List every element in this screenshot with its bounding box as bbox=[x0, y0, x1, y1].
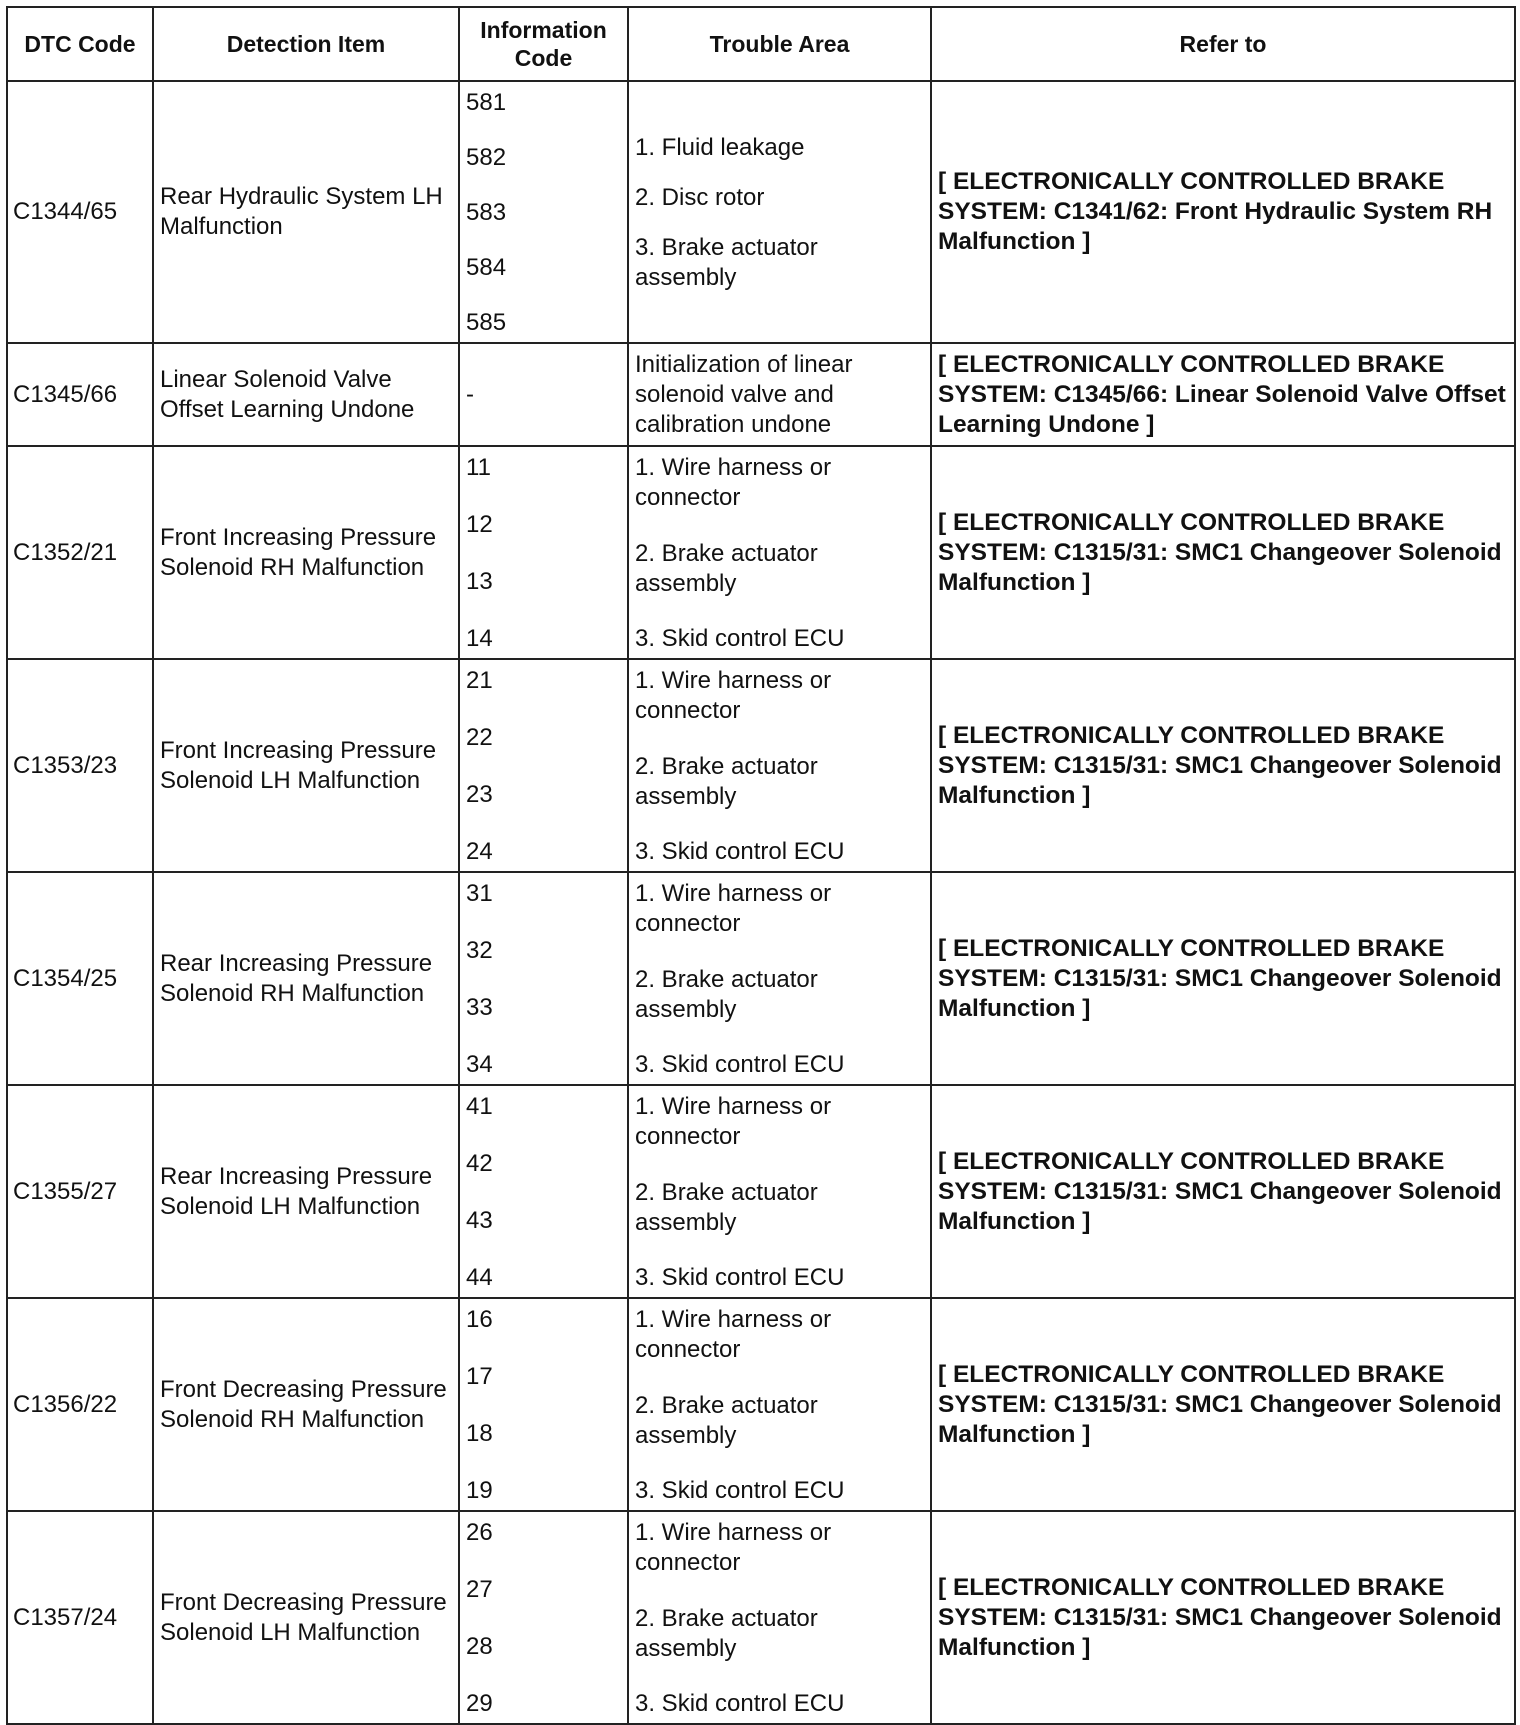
trouble-area-item: 3. Skid control ECU bbox=[635, 1264, 845, 1291]
detection-item: Rear Increasing Pressure Solenoid RH Malfunction bbox=[160, 949, 433, 1007]
refer-to-link[interactable]: [ ELECTRONICALLY CONTROLLED BRAKE SYSTEM: C1315/31: SMC1 Changeover Solenoid Malfunction ] bbox=[938, 1147, 1502, 1235]
trouble-area-item: 1. Wire harness or connector bbox=[635, 1093, 832, 1150]
information-code: 28 bbox=[466, 1633, 493, 1660]
trouble-area-item: 3. Skid control ECU bbox=[635, 1690, 845, 1717]
trouble-area-cell bbox=[628, 1298, 931, 1511]
dtc-code: C1355/27 bbox=[13, 1177, 118, 1205]
trouble-area-item: 1. Fluid leakage bbox=[635, 134, 805, 161]
detection-item-cell bbox=[153, 659, 459, 872]
information-code: 23 bbox=[466, 781, 493, 808]
table-row bbox=[7, 81, 1515, 343]
information-code: 44 bbox=[466, 1264, 493, 1291]
refer-to-cell bbox=[931, 1511, 1515, 1724]
detection-item: Linear Solenoid Valve Offset Learning Undone bbox=[160, 365, 415, 423]
information-code-cell bbox=[459, 446, 628, 659]
table-row bbox=[7, 872, 1515, 1085]
trouble-area-item: 1. Wire harness or connector bbox=[635, 1306, 832, 1363]
table-body bbox=[7, 81, 1515, 1724]
trouble-area-item: Initialization of linear solenoid valve and calibration undone bbox=[635, 350, 853, 438]
information-code: 581 bbox=[466, 89, 507, 116]
dtc-code-cell bbox=[7, 1511, 153, 1724]
dtc-code-cell bbox=[7, 1085, 153, 1298]
trouble-area-item: 3. Skid control ECU bbox=[635, 625, 845, 652]
detection-item-cell bbox=[153, 1298, 459, 1511]
header-trouble-area: Trouble Area bbox=[628, 7, 931, 81]
information-code: 13 bbox=[466, 568, 493, 595]
information-code-cell bbox=[459, 1298, 628, 1511]
trouble-area-cell bbox=[628, 1085, 931, 1298]
dtc-code-cell bbox=[7, 81, 153, 343]
dtc-code: C1345/66 bbox=[13, 380, 118, 408]
table-row bbox=[7, 1298, 1515, 1511]
dtc-code-cell bbox=[7, 872, 153, 1085]
information-code: 33 bbox=[466, 994, 493, 1021]
information-code: 31 bbox=[466, 880, 493, 907]
header-refer-to: Refer to bbox=[931, 7, 1515, 81]
detection-item: Front Decreasing Pressure Solenoid LH Malfunction bbox=[160, 1588, 447, 1646]
trouble-area-item: 2. Brake actuator assembly bbox=[635, 1604, 818, 1662]
trouble-area-item: 1. Wire harness or connector bbox=[635, 1519, 832, 1576]
refer-to-link[interactable]: [ ELECTRONICALLY CONTROLLED BRAKE SYSTEM: C1341/62: Front Hydraulic System RH Malfunction ] bbox=[938, 168, 1493, 255]
information-code-cell bbox=[459, 81, 628, 343]
refer-to-link[interactable]: [ ELECTRONICALLY CONTROLLED BRAKE SYSTEM: C1315/31: SMC1 Changeover Solenoid Malfunction ] bbox=[938, 1573, 1502, 1661]
information-code: 29 bbox=[466, 1690, 493, 1717]
information-code: 43 bbox=[466, 1207, 493, 1234]
trouble-area-item: 2. Disc rotor bbox=[635, 184, 765, 211]
trouble-area-list bbox=[629, 873, 930, 1084]
dtc-code: C1344/65 bbox=[13, 198, 118, 225]
trouble-area-list bbox=[629, 447, 930, 658]
trouble-area-list bbox=[629, 82, 930, 342]
refer-to-cell bbox=[931, 446, 1515, 659]
trouble-area-item: 1. Wire harness or connector bbox=[635, 667, 832, 724]
information-code-list bbox=[460, 1086, 627, 1297]
dtc-code-cell bbox=[7, 659, 153, 872]
trouble-area-item: 2. Brake actuator assembly bbox=[635, 539, 818, 597]
table-row bbox=[7, 659, 1515, 872]
trouble-area-cell bbox=[628, 343, 931, 446]
refer-to-link[interactable]: [ ELECTRONICALLY CONTROLLED BRAKE SYSTEM: C1315/31: SMC1 Changeover Solenoid Malfunction ] bbox=[938, 508, 1502, 596]
information-code-cell bbox=[459, 1511, 628, 1724]
information-code: 14 bbox=[466, 625, 493, 652]
detection-item: Front Increasing Pressure Solenoid LH Malfunction bbox=[160, 736, 437, 794]
information-code: 26 bbox=[466, 1519, 493, 1546]
table-header-row bbox=[7, 7, 1515, 81]
header-dtc-code: DTC Code bbox=[7, 7, 153, 81]
trouble-area-item: 1. Wire harness or connector bbox=[635, 880, 832, 937]
trouble-area-item: 2. Brake actuator assembly bbox=[635, 752, 818, 810]
dtc-code: C1357/24 bbox=[13, 1603, 118, 1631]
information-code: 21 bbox=[466, 667, 493, 694]
refer-to-cell bbox=[931, 872, 1515, 1085]
information-code: 582 bbox=[466, 144, 507, 171]
refer-to-cell bbox=[931, 343, 1515, 446]
information-code: 11 bbox=[466, 454, 491, 481]
information-code-cell bbox=[459, 1085, 628, 1298]
information-code: 41 bbox=[466, 1093, 493, 1120]
information-code-list bbox=[460, 1299, 627, 1510]
detection-item: Rear Increasing Pressure Solenoid LH Malfunction bbox=[160, 1162, 433, 1220]
trouble-area-item: 1. Wire harness or connector bbox=[635, 454, 832, 511]
information-code: 19 bbox=[466, 1477, 493, 1504]
dtc-code: C1352/21 bbox=[13, 538, 118, 566]
information-code-list bbox=[460, 660, 627, 871]
dtc-code-cell bbox=[7, 1298, 153, 1511]
information-code: 32 bbox=[466, 937, 493, 964]
table-row bbox=[7, 1511, 1515, 1724]
information-code-list bbox=[460, 82, 627, 342]
table-row bbox=[7, 446, 1515, 659]
information-code-list bbox=[460, 447, 627, 658]
information-code-cell bbox=[459, 872, 628, 1085]
table-row bbox=[7, 343, 1515, 446]
information-code: 27 bbox=[466, 1576, 493, 1603]
dtc-code: C1353/23 bbox=[13, 751, 118, 779]
trouble-area-item: 3. Brake actuator assembly bbox=[635, 234, 818, 291]
information-code: 585 bbox=[466, 309, 507, 336]
refer-to-link[interactable]: [ ELECTRONICALLY CONTROLLED BRAKE SYSTEM: C1345/66: Linear Solenoid Valve Offset Learning Undone ] bbox=[938, 350, 1506, 438]
trouble-area-cell bbox=[628, 1511, 931, 1724]
information-code-list bbox=[460, 1512, 627, 1723]
information-code: 22 bbox=[466, 724, 493, 751]
detection-item: Front Decreasing Pressure Solenoid RH Malfunction bbox=[160, 1375, 447, 1433]
refer-to-cell bbox=[931, 1085, 1515, 1298]
trouble-area-item: 2. Brake actuator assembly bbox=[635, 1391, 818, 1449]
information-code: 24 bbox=[466, 838, 493, 865]
detection-item-cell bbox=[153, 446, 459, 659]
header-information-code: Information Code bbox=[459, 7, 628, 81]
dtc-code-cell bbox=[7, 446, 153, 659]
dtc-table bbox=[6, 6, 1516, 1725]
detection-item-cell bbox=[153, 1511, 459, 1724]
detection-item: Rear Hydraulic System LH Malfunction bbox=[160, 183, 443, 240]
information-code: 42 bbox=[466, 1150, 493, 1177]
table-row bbox=[7, 1085, 1515, 1298]
detection-item: Front Increasing Pressure Solenoid RH Malfunction bbox=[160, 523, 437, 581]
information-code-list bbox=[460, 380, 627, 410]
refer-to-cell bbox=[931, 1298, 1515, 1511]
refer-to-cell bbox=[931, 659, 1515, 872]
trouble-area-item: 3. Skid control ECU bbox=[635, 1477, 845, 1504]
trouble-area-cell bbox=[628, 446, 931, 659]
refer-to-link[interactable]: [ ELECTRONICALLY CONTROLLED BRAKE SYSTEM: C1315/31: SMC1 Changeover Solenoid Malfunction ] bbox=[938, 934, 1502, 1022]
dtc-code: C1354/25 bbox=[13, 964, 118, 992]
information-code-cell bbox=[459, 343, 628, 446]
information-code: - bbox=[466, 380, 474, 408]
trouble-area-list bbox=[629, 1086, 930, 1297]
trouble-area-list bbox=[629, 660, 930, 871]
information-code: 16 bbox=[466, 1306, 493, 1333]
trouble-area-item: 2. Brake actuator assembly bbox=[635, 965, 818, 1023]
trouble-area-list bbox=[629, 1299, 930, 1510]
trouble-area-list bbox=[629, 1512, 930, 1723]
dtc-code-cell bbox=[7, 343, 153, 446]
information-code: 34 bbox=[466, 1051, 493, 1078]
information-code-list bbox=[460, 873, 627, 1084]
header-detection-item: Detection Item bbox=[153, 7, 459, 81]
trouble-area-item: 3. Skid control ECU bbox=[635, 838, 845, 865]
refer-to-link[interactable]: [ ELECTRONICALLY CONTROLLED BRAKE SYSTEM: C1315/31: SMC1 Changeover Solenoid Malfunction ] bbox=[938, 721, 1502, 809]
information-code: 583 bbox=[466, 199, 507, 226]
information-code-cell bbox=[459, 659, 628, 872]
trouble-area-cell bbox=[628, 81, 931, 343]
information-code: 18 bbox=[466, 1420, 493, 1447]
trouble-area-list bbox=[629, 350, 930, 440]
trouble-area-cell bbox=[628, 659, 931, 872]
information-code: 584 bbox=[466, 254, 507, 281]
detection-item-cell bbox=[153, 1085, 459, 1298]
information-code: 12 bbox=[466, 511, 493, 538]
detection-item-cell bbox=[153, 872, 459, 1085]
detection-item-cell bbox=[153, 81, 459, 343]
trouble-area-item: 3. Skid control ECU bbox=[635, 1051, 845, 1078]
refer-to-cell bbox=[931, 81, 1515, 343]
trouble-area-item: 2. Brake actuator assembly bbox=[635, 1178, 818, 1236]
information-code: 17 bbox=[466, 1363, 493, 1390]
detection-item-cell bbox=[153, 343, 459, 446]
dtc-code: C1356/22 bbox=[13, 1390, 118, 1418]
trouble-area-cell bbox=[628, 872, 931, 1085]
refer-to-link[interactable]: [ ELECTRONICALLY CONTROLLED BRAKE SYSTEM: C1315/31: SMC1 Changeover Solenoid Malfunction ] bbox=[938, 1360, 1502, 1448]
